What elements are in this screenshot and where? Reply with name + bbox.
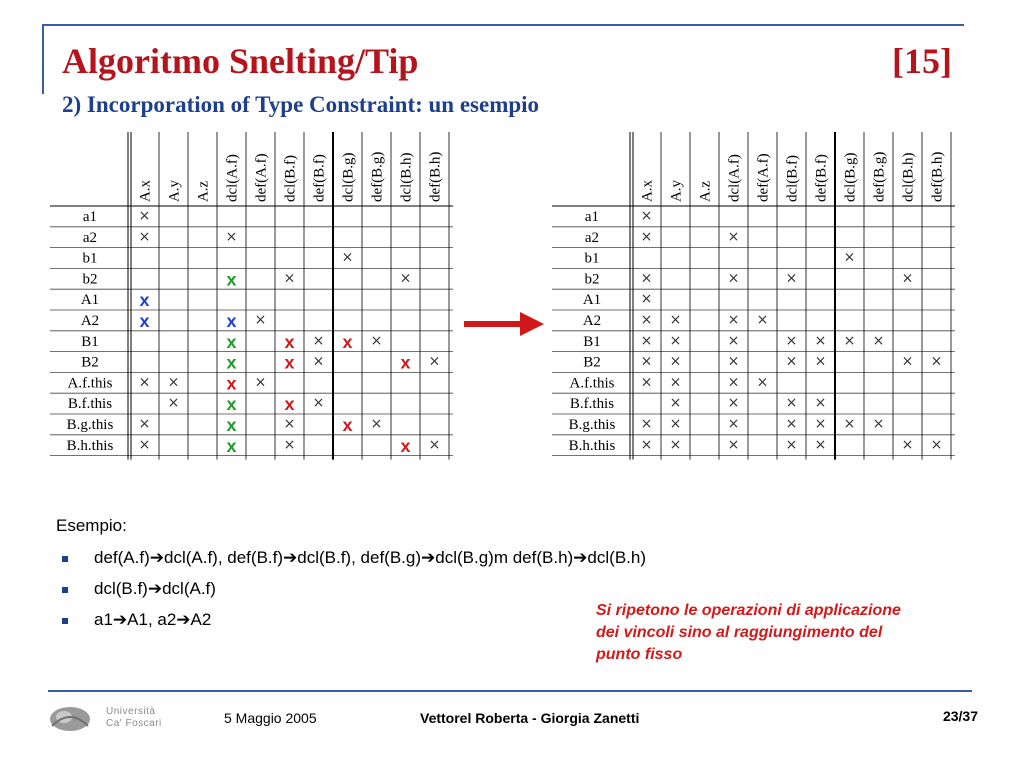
matrix-cell-mark: ×: [727, 415, 740, 432]
matrix-cell-mark: ×: [785, 353, 798, 370]
matrix-cell-mark: ×: [399, 270, 412, 287]
row-label: B2: [81, 354, 99, 371]
transition-arrow-icon: [462, 310, 546, 338]
matrix-cell-mark: ×: [727, 374, 740, 391]
matrix-cell-mark: x: [226, 352, 237, 373]
row-label: a2: [82, 229, 98, 246]
matrix-cell-mark: ×: [138, 415, 151, 432]
row-label: A1: [582, 292, 602, 309]
constraint-matrix-fixed-point: [552, 128, 955, 460]
matrix-cell-mark: x: [226, 331, 237, 352]
column-header: dcl(B.h): [900, 152, 917, 202]
slide-reference: [15]: [892, 41, 952, 81]
matrix-cell-mark: ×: [843, 332, 856, 349]
matrix-cell-mark: x: [226, 310, 237, 331]
matrix-cell-mark: x: [139, 290, 150, 311]
matrix-cell-mark: ×: [756, 374, 769, 391]
row-label: A2: [80, 312, 100, 329]
matrix-cell-mark: ×: [640, 228, 653, 245]
university-name-line2: Ca' Foscari: [106, 718, 162, 729]
matrix-cell-mark: ×: [872, 332, 885, 349]
column-header: def(B.f): [311, 154, 328, 202]
row-label: B.g.this: [66, 416, 114, 433]
matrix-cell-mark: ×: [312, 353, 325, 370]
matrix-cell-mark: ×: [669, 374, 682, 391]
matrix-cell-mark: ×: [814, 353, 827, 370]
column-header: dcl(A.f): [224, 154, 241, 202]
matrix-cell-mark: ×: [814, 332, 827, 349]
matrix-cell-mark: ×: [370, 332, 383, 349]
matrix-cell-mark: ×: [640, 374, 653, 391]
university-name: [106, 706, 162, 730]
matrix-cell-mark: ×: [640, 353, 653, 370]
matrix-cell-mark: ×: [669, 311, 682, 328]
matrix-svg: [50, 128, 453, 460]
matrix-cell-mark: ×: [727, 332, 740, 349]
matrix-cell-mark: ×: [640, 415, 653, 432]
matrix-cell-mark: ×: [640, 311, 653, 328]
row-label: B.g.this: [568, 416, 616, 433]
slide-title: Algoritmo Snelting/Tip: [62, 41, 419, 81]
university-name-line1: Università: [106, 706, 156, 717]
matrix-cell-mark: x: [139, 310, 150, 331]
matrix-cell-mark: ×: [785, 436, 798, 453]
matrix-cell-mark: ×: [930, 353, 943, 370]
row-label: B.h.this: [66, 437, 114, 454]
matrix-cell-mark: ×: [785, 395, 798, 412]
row-label: B1: [81, 333, 99, 350]
column-header: A.z: [697, 180, 714, 202]
bullet-text: a1➔A1, a2➔A2: [94, 610, 212, 629]
matrix-cell-mark: x: [342, 414, 353, 435]
footer-authors: Vettorel Roberta - Giorgia Zanetti: [420, 710, 640, 726]
column-header: def(B.g): [871, 151, 888, 202]
matrix-cell-mark: ×: [727, 395, 740, 412]
example-bullet-list: [62, 548, 646, 641]
header-side-rule: [42, 24, 44, 94]
row-label: a1: [584, 208, 600, 225]
matrix-cell-mark: ×: [669, 353, 682, 370]
row-label: A.f.this: [569, 375, 615, 392]
matrix-cell-mark: ×: [814, 395, 827, 412]
row-label: B2: [583, 354, 601, 371]
column-header: A.y: [668, 179, 685, 202]
matrix-cell-mark: ×: [901, 270, 914, 287]
column-header: def(B.f): [813, 154, 830, 202]
column-header: def(A.f): [253, 153, 270, 202]
matrix-cell-mark: x: [284, 352, 295, 373]
column-header: dcl(B.f): [784, 154, 801, 202]
row-label: A2: [582, 312, 602, 329]
matrix-cell-mark: ×: [901, 436, 914, 453]
matrix-cell-mark: x: [226, 269, 237, 290]
matrix-cell-mark: ×: [669, 395, 682, 412]
column-header: A.x: [639, 179, 656, 202]
footer-rule: [48, 690, 972, 692]
matrix-cell-mark: ×: [254, 374, 267, 391]
matrix-cell-mark: ×: [843, 415, 856, 432]
row-label: a2: [584, 229, 600, 246]
matrix-cell-mark: ×: [640, 332, 653, 349]
matrix-cell-mark: ×: [283, 436, 296, 453]
matrix-cell-mark: ×: [428, 353, 441, 370]
fixed-point-note: Si ripetono le operazioni di applicazione dei vincoli sino al raggiungimento del punto fisso: [596, 602, 901, 663]
bullet-square-icon: [62, 618, 68, 624]
row-label: B1: [583, 333, 601, 350]
column-header: dcl(B.g): [340, 152, 357, 202]
column-header: def(A.f): [755, 153, 772, 202]
bullet-item: [62, 579, 646, 610]
column-header: def(B.h): [929, 151, 946, 202]
matrix-cell-mark: ×: [283, 270, 296, 287]
row-label: b1: [584, 250, 600, 267]
matrix-cell-mark: x: [342, 331, 353, 352]
matrix-cell-mark: ×: [312, 395, 325, 412]
row-label: b2: [82, 271, 98, 288]
matrix-cell-mark: x: [400, 352, 411, 373]
matrix-cell-mark: ×: [756, 311, 769, 328]
column-header: def(B.g): [369, 151, 386, 202]
row-label: A.f.this: [67, 375, 113, 392]
matrix-cell-mark: ×: [640, 291, 653, 308]
matrix-cell-mark: ×: [138, 436, 151, 453]
row-label: B.h.this: [568, 437, 616, 454]
matrix-cell-mark: ×: [138, 228, 151, 245]
matrix-cell-mark: ×: [814, 415, 827, 432]
column-header: dcl(B.h): [398, 152, 415, 202]
matrix-cell-mark: ×: [785, 270, 798, 287]
header-rule: [42, 24, 964, 26]
matrix-cell-mark: ×: [167, 374, 180, 391]
matrix-cell-mark: ×: [727, 436, 740, 453]
bullet-item: [62, 548, 646, 579]
column-header: dcl(B.f): [282, 154, 299, 202]
matrix-cell-mark: ×: [901, 353, 914, 370]
row-label: B.f.this: [67, 396, 113, 413]
matrix-cell-mark: ×: [785, 415, 798, 432]
matrix-cell-mark: ×: [312, 332, 325, 349]
column-header: dcl(A.f): [726, 154, 743, 202]
matrix-cell-mark: x: [284, 331, 295, 352]
matrix-cell-mark: ×: [138, 207, 151, 224]
row-label: a1: [82, 208, 98, 225]
matrix-cell-mark: ×: [785, 332, 798, 349]
matrix-cell-mark: ×: [727, 270, 740, 287]
matrix-cell-mark: ×: [843, 249, 856, 266]
matrix-cell-mark: x: [400, 435, 411, 456]
matrix-cell-mark: ×: [640, 270, 653, 287]
matrix-cell-mark: ×: [167, 395, 180, 412]
column-header: A.x: [137, 179, 154, 202]
example-label: Esempio:: [56, 516, 127, 535]
matrix-cell-mark: x: [226, 373, 237, 394]
matrix-cell-mark: ×: [669, 332, 682, 349]
bullet-square-icon: [62, 587, 68, 593]
matrix-cell-mark: ×: [254, 311, 267, 328]
matrix-cell-mark: x: [226, 414, 237, 435]
bullet-text: def(A.f)➔dcl(A.f), def(B.f)➔dcl(B.f), def(B.g)➔dcl(B.g)m def(B.h)➔dcl(B.h): [94, 548, 646, 567]
column-header: def(B.h): [427, 151, 444, 202]
matrix-cell-mark: ×: [872, 415, 885, 432]
matrix-cell-mark: ×: [640, 207, 653, 224]
column-header: A.y: [166, 179, 183, 202]
matrix-cell-mark: ×: [814, 436, 827, 453]
slide-subtitle: 2) Incorporation of Type Constraint: un esempio: [62, 92, 540, 117]
matrix-cell-mark: x: [226, 435, 237, 456]
constraint-matrix-initial: [50, 128, 453, 460]
matrix-cell-mark: ×: [370, 415, 383, 432]
matrix-cell-mark: ×: [727, 311, 740, 328]
matrix-cell-mark: ×: [428, 436, 441, 453]
matrix-cell-mark: ×: [138, 374, 151, 391]
bullet-item: [62, 610, 646, 641]
matrix-cell-mark: ×: [930, 436, 943, 453]
matrix-cell-mark: ×: [283, 415, 296, 432]
matrix-cell-mark: ×: [640, 436, 653, 453]
bullet-square-icon: [62, 556, 68, 562]
matrix-cell-mark: ×: [669, 415, 682, 432]
row-label: B.f.this: [569, 396, 615, 413]
row-label: A1: [80, 292, 100, 309]
matrix-cell-mark: ×: [727, 353, 740, 370]
row-label: b1: [82, 250, 98, 267]
matrix-cell-mark: x: [284, 394, 295, 415]
matrix-cell-mark: x: [226, 394, 237, 415]
row-label: b2: [584, 271, 600, 288]
column-header: A.z: [195, 180, 212, 202]
footer-date: 5 Maggio 2005: [224, 710, 317, 726]
column-header: dcl(B.g): [842, 152, 859, 202]
matrix-cell-mark: ×: [341, 249, 354, 266]
matrix-cell-mark: ×: [727, 228, 740, 245]
page-number: 23/37: [942, 708, 978, 724]
matrix-cell-mark: ×: [225, 228, 238, 245]
matrix-svg: [552, 128, 955, 460]
matrix-cell-mark: ×: [669, 436, 682, 453]
bullet-text: dcl(B.f)➔dcl(A.f): [94, 579, 216, 598]
